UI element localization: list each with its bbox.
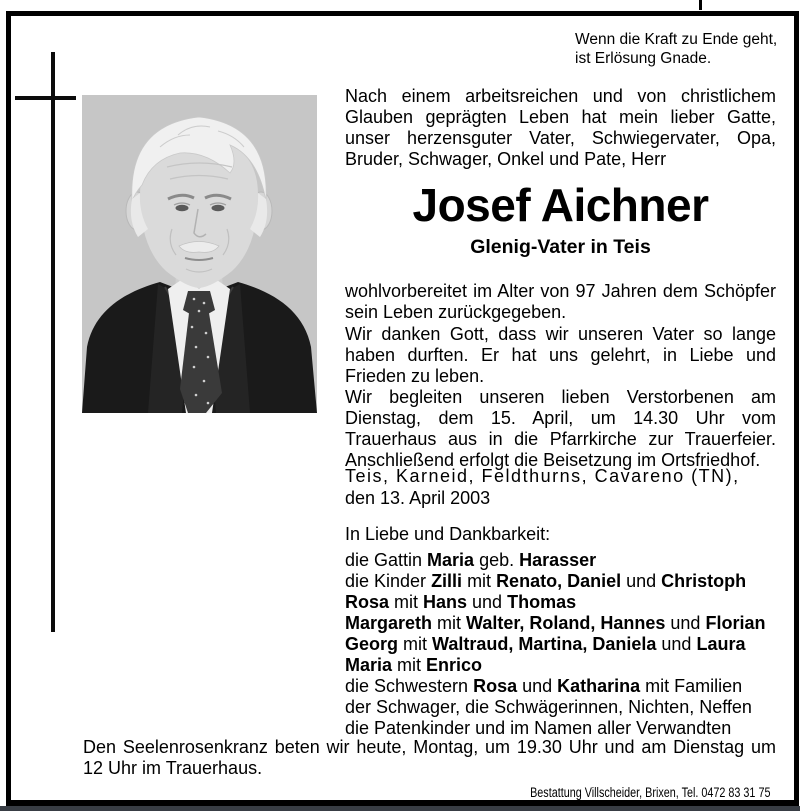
scan-artifact-line (699, 0, 702, 10)
scan-bottom-edge (0, 806, 800, 811)
mourners-intro: In Liebe und Dankbarkeit: (345, 524, 551, 544)
funeral-paragraph: Wir begleiten unseren lieben Verstorbenen am Dienstag, dem 15. April, um 14.30 Uhr vom Trauerhaus aus in die Pfarrkirche zur Trauerfeier. Anschließend erfolgt die Beisetzung im Ortsfriedhof. (345, 387, 776, 470)
mourner-name: Walter, Roland, Hannes (466, 613, 666, 633)
mourner-name: Hans (423, 592, 468, 612)
epigraph-line-1: Wenn die Kraft zu Ende geht, (575, 31, 778, 48)
mourner-name: Margareth (345, 613, 433, 633)
mourner-name: Laura (696, 634, 746, 654)
mourner-text: mit (432, 613, 467, 633)
mourner-line (345, 613, 776, 634)
mourner-text: mit Familien (640, 676, 743, 696)
mourner-text: der Schwager, die Schwägerinnen, Nichten, Neffen (345, 697, 752, 717)
mourner-text: mit (389, 592, 424, 612)
mourner-line (345, 676, 776, 697)
mourner-text: die Kinder (345, 571, 432, 591)
mourner-text: geb. (474, 550, 520, 570)
mourner-text: und (467, 592, 508, 612)
mourner-name: Harasser (519, 550, 597, 570)
places-line: Teis, Karneid, Feldthurns, Cavareno (TN), (345, 466, 740, 486)
mourner-text: und (656, 634, 697, 654)
mourner-line (345, 571, 776, 592)
gratitude-paragraph: Wir danken Gott, dass wir unseren Vater so lange haben durften. Er hat uns gelehrt, in Liebe und Frieden zu leben. (345, 324, 776, 386)
mourner-text: und (517, 676, 558, 696)
mourner-name: Florian (705, 613, 766, 633)
mourner-name: Maria (345, 655, 393, 675)
rosary-notice: Den Seelenrosenkranz beten wir heute, Montag, um 19.30 Uhr und am Dienstag um 12 Uhr im Trauerhaus. (83, 737, 776, 778)
mourner-text: mit (392, 655, 427, 675)
mourner-line (345, 550, 776, 571)
epigraph-line-2: ist Erlösung Gnade. (575, 50, 712, 67)
mourner-line (345, 592, 776, 613)
mourner-name: Zilli (431, 571, 463, 591)
deceased-name: Josef Aichner (412, 179, 709, 231)
date-line: den 13. April 2003 (345, 488, 491, 508)
announcement-intro: Nach einem arbeitsreichen und von christlichem Glauben geprägten Leben hat mein lieber Gatte, unser herzensguter Vater, Schwiegervater, Opa, Bruder, Schwager, Onkel und Pate, Herr (345, 86, 776, 169)
mourner-text: mit (398, 634, 433, 654)
passing-paragraph: wohlvorbereitet im Alter von 97 Jahren dem Schöpfer sein Leben zurückgegeben. (345, 281, 776, 322)
mourner-name: Georg (345, 634, 399, 654)
epigraph (575, 30, 777, 68)
mourner-name: Rosa (345, 592, 390, 612)
mourner-name: Christoph (661, 571, 747, 591)
portrait-photo (82, 95, 317, 413)
mourner-name: Maria (427, 550, 475, 570)
portrait-illustration (82, 95, 317, 413)
mourner-text: und (621, 571, 662, 591)
mourner-text: und (665, 613, 706, 633)
mourner-name: Thomas (507, 592, 577, 612)
mourner-line (345, 697, 776, 718)
mourner-text: mit (462, 571, 497, 591)
mourner-name: Renato, Daniel (496, 571, 622, 591)
mourner-line (345, 634, 776, 655)
mourner-name: Enrico (426, 655, 483, 675)
mourner-name: Rosa (473, 676, 518, 696)
cross-vertical-beam (51, 52, 55, 632)
mourner-text: die Schwestern (345, 676, 474, 696)
funeral-home-credit: Bestattung Villscheider, Brixen, Tel. 0472 83 31 75 (529, 785, 770, 800)
mourner-name: Katharina (557, 676, 641, 696)
mourner-line (345, 655, 776, 676)
mourner-line (345, 718, 776, 739)
cross-horizontal-beam (15, 96, 76, 100)
mourner-text: die Patenkinder und im Namen aller Verwandten (345, 718, 732, 738)
mourner-text: die Gattin (345, 550, 428, 570)
mourners-list (345, 550, 776, 739)
deceased-subtitle: Glenig-Vater in Teis (470, 236, 651, 258)
mourner-name: Waltraud, Martina, Daniela (432, 634, 657, 654)
